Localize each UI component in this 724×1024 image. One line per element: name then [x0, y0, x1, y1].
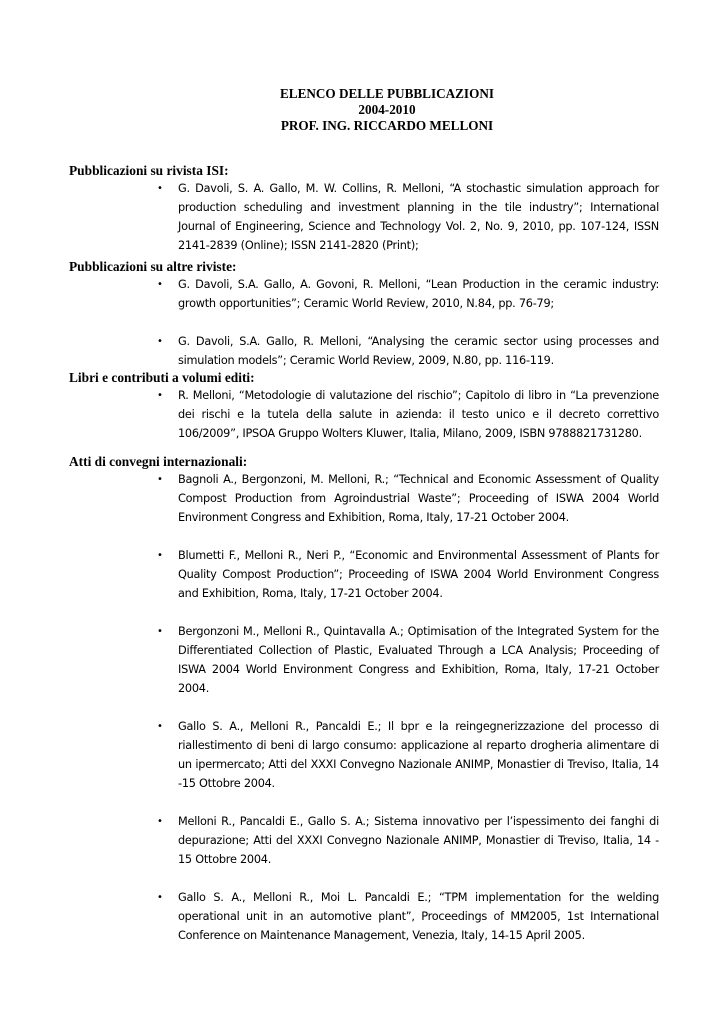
publication-text: Melloni R., Pancaldi E., Gallo S. A.; Sistema innovativo per l’ispessimento dei fanghi di depurazione; Atti del XXXI Convegno Nazionale ANIMP, Monastier di Treviso, Italia, 14 - 15 Ottobre 2004.	[178, 815, 659, 866]
publication-item	[69, 386, 659, 443]
document-years: 2004-2010	[358, 102, 416, 117]
publication-list	[69, 275, 659, 370]
section-title: Pubblicazioni su altre riviste:	[69, 259, 237, 274]
section-other-journals	[69, 258, 659, 370]
bullet-icon: •	[157, 550, 163, 561]
publication-item	[69, 812, 659, 869]
publication-item	[69, 332, 659, 370]
document-title: ELENCO DELLE PUBBLICAZIONI	[280, 86, 494, 101]
publication-item	[69, 275, 659, 313]
section-title: Atti di convegni internazionali:	[69, 454, 248, 469]
publication-item	[69, 888, 659, 945]
publication-text: R. Melloni, “Metodologie di valutazione del rischio”; Capitolo di libro in “La prevenzione dei rischi e la tutela della salute in azienda: il testo unico e il decreto correttivo 106/2009”, IPSOA Gruppo Wolters Kluwer, Italia, Milano, 2009, ISBN 9788821731280.	[178, 389, 659, 440]
publication-list	[69, 179, 659, 255]
bullet-icon: •	[157, 892, 163, 903]
publication-text: Blumetti F., Melloni R., Neri P., “Economic and Environmental Assessment of Plants for Quality Compost Production”; Proceeding of ISWA 2004 World Environment Congress and Exhibition, Roma, Italy, 17-21 October 2004.	[178, 549, 659, 600]
bullet-icon: •	[157, 816, 163, 827]
publication-text: Gallo S. A., Melloni R., Moi L. Pancaldi E.; “TPM implementation for the welding operational unit in an automotive plant”, Proceedings of MM2005, 1st International Conference on Maintenance Management, Venezia, Italy, 14-15 April 2005.	[178, 891, 659, 942]
publication-text: G. Davoli, S.A. Gallo, R. Melloni, “Analysing the ceramic sector using processes and simulation models”; Ceramic World Review, 2009, N.80, pp. 116-119.	[178, 335, 659, 367]
section-title: Libri e contributi a volumi editi:	[69, 370, 255, 385]
document-header	[0, 86, 724, 134]
bullet-icon: •	[157, 279, 163, 290]
publication-text: G. Davoli, S.A. Gallo, A. Govoni, R. Melloni, “Lean Production in the ceramic industry: growth opportunities”; Ceramic World Review, 2010, N.84, pp. 76-79;	[178, 278, 659, 310]
bullet-icon: •	[157, 474, 163, 485]
publication-list	[69, 470, 659, 945]
bullet-icon: •	[157, 390, 163, 401]
publication-item	[69, 470, 659, 527]
publication-text: G. Davoli, S. A. Gallo, M. W. Collins, R. Melloni, “A stochastic simulation approach for production scheduling and investment planning in the tile industry”; International Journal of Engineering, Science and Technology Vol. 2, No. 9, 2010, pp. 107-124, ISSN 2141-2839 (Online); ISSN 2141-2820 (Print);	[178, 182, 659, 252]
bullet-icon: •	[157, 626, 163, 637]
document-author: PROF. ING. RICCARDO MELLONI	[280, 118, 494, 133]
bullet-icon: •	[157, 721, 163, 732]
section-title: Pubblicazioni su rivista ISI:	[69, 163, 229, 178]
section-isi-journals	[69, 162, 659, 255]
publication-text: Bagnoli A., Bergonzoni, M. Melloni, R.; “Technical and Economic Assessment of Quality Compost Production from Agroindustrial Waste”; Proceeding of ISWA 2004 World Environment Congress and Exhibition, Roma, Italy, 17-21 October 2004.	[178, 473, 659, 524]
publication-item	[69, 622, 659, 698]
section-conferences	[69, 453, 659, 945]
bullet-icon: •	[157, 183, 163, 194]
publication-text: Bergonzoni M., Melloni R., Quintavalla A.; Optimisation of the Integrated System for the Differentiated Collection of Plastic, Evaluated Through a LCA Analysis; Proceeding of ISWA 2004 World Environment Congress and Exhibition, Roma, Italy, 17-21 October 2004.	[178, 625, 659, 695]
publication-item	[69, 717, 659, 793]
publication-list	[69, 386, 659, 443]
section-books	[69, 369, 659, 443]
publication-item	[69, 179, 659, 255]
bullet-icon: •	[157, 336, 163, 347]
publication-item	[69, 546, 659, 603]
publication-text: Gallo S. A., Melloni R., Pancaldi E.; Il bpr e la reingegnerizzazione del processo di riallestimento di beni di largo consumo: applicazione al reparto drogheria alimentare di un ipermercato; Atti del XXXI Convegno Nazionale ANIMP, Monastier di Treviso, Italia, 14 -15 Ottobre 2004.	[178, 720, 659, 790]
